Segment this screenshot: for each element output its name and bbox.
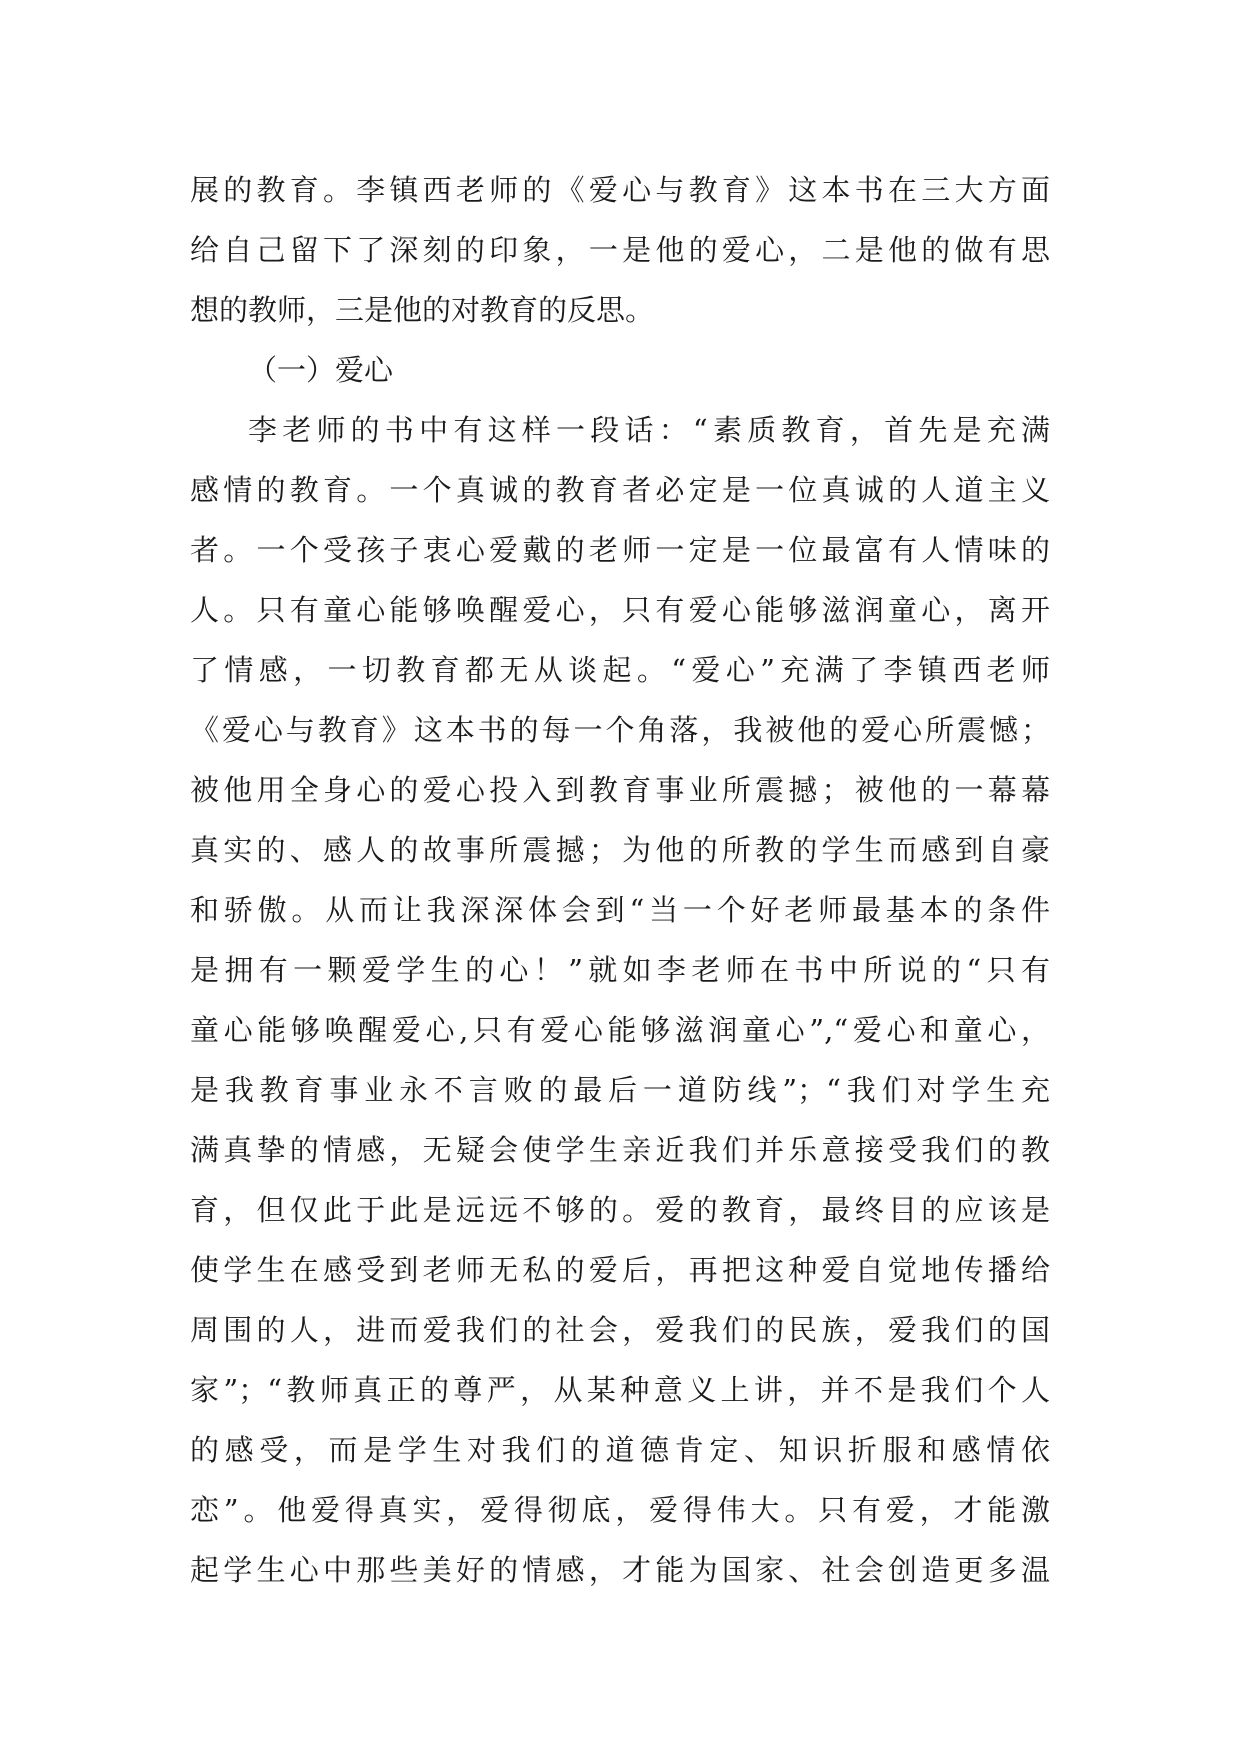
text-line: 童心能够唤醒爱心,只有爱心能够滋润童心”,“爱心和童心， bbox=[190, 1013, 1050, 1047]
body-text bbox=[190, 160, 1050, 1600]
text-line: 育，但仅此于此是远远不够的。爱的教育，最终目的应该是 bbox=[190, 1193, 1050, 1227]
text-line: 被他用全身心的爱心投入到教育事业所震撼；被他的一幕幕 bbox=[190, 773, 1050, 807]
text-line: 感情的教育。一个真诚的教育者必定是一位真诚的人道主义 bbox=[190, 473, 1050, 507]
text-line: 给自己留下了深刻的印象，一是他的爱心，二是他的做有思 bbox=[190, 233, 1050, 267]
text-line: 人。只有童心能够唤醒爱心，只有爱心能够滋润童心，离开 bbox=[190, 593, 1050, 627]
text-line: 者。一个受孩子衷心爱戴的老师一定是一位最富有人情味的 bbox=[190, 533, 1050, 567]
text-line: 和骄傲。从而让我深深体会到“当一个好老师最基本的条件 bbox=[190, 893, 1050, 927]
text-line: 满真挚的情感，无疑会使学生亲近我们并乐意接受我们的教 bbox=[190, 1133, 1050, 1167]
text-line: 《爱心与教育》这本书的每一个角落，我被他的爱心所震憾； bbox=[190, 713, 1050, 747]
section-heading: （一）爱心 bbox=[248, 353, 394, 387]
text-line: 家”；“教师真正的尊严，从某种意义上讲，并不是我们个人 bbox=[190, 1373, 1050, 1407]
text-line: 是拥有一颗爱学生的心！”就如李老师在书中所说的“只有 bbox=[190, 953, 1050, 987]
text-line: 了情感，一切教育都无从谈起。“爱心”充满了李镇西老师 bbox=[190, 653, 1050, 687]
text-line: 展的教育。李镇西老师的《爱心与教育》这本书在三大方面 bbox=[190, 173, 1050, 207]
text-line: 的感受，而是学生对我们的道德肯定、知识折服和感情依 bbox=[190, 1433, 1050, 1467]
paragraph-end-line: 想的教师，三是他的对教育的反思。 bbox=[190, 293, 655, 327]
text-line: 恋”。他爱得真实，爱得彻底，爱得伟大。只有爱，才能激 bbox=[190, 1493, 1050, 1527]
text-line: 起学生心中那些美好的情感，才能为国家、社会创造更多温 bbox=[190, 1553, 1050, 1587]
text-line: 是我教育事业永不言败的最后一道防线”；“我们对学生充 bbox=[190, 1073, 1050, 1107]
text-line: 使学生在感受到老师无私的爱后，再把这种爱自觉地传播给 bbox=[190, 1253, 1050, 1287]
text-line: 真实的、感人的故事所震撼；为他的所教的学生而感到自豪 bbox=[190, 833, 1050, 867]
paragraph-first-line: 李老师的书中有这样一段话：“素质教育，首先是充满 bbox=[248, 413, 1050, 447]
text-line: 周围的人，进而爱我们的社会，爱我们的民族，爱我们的国 bbox=[190, 1313, 1050, 1347]
